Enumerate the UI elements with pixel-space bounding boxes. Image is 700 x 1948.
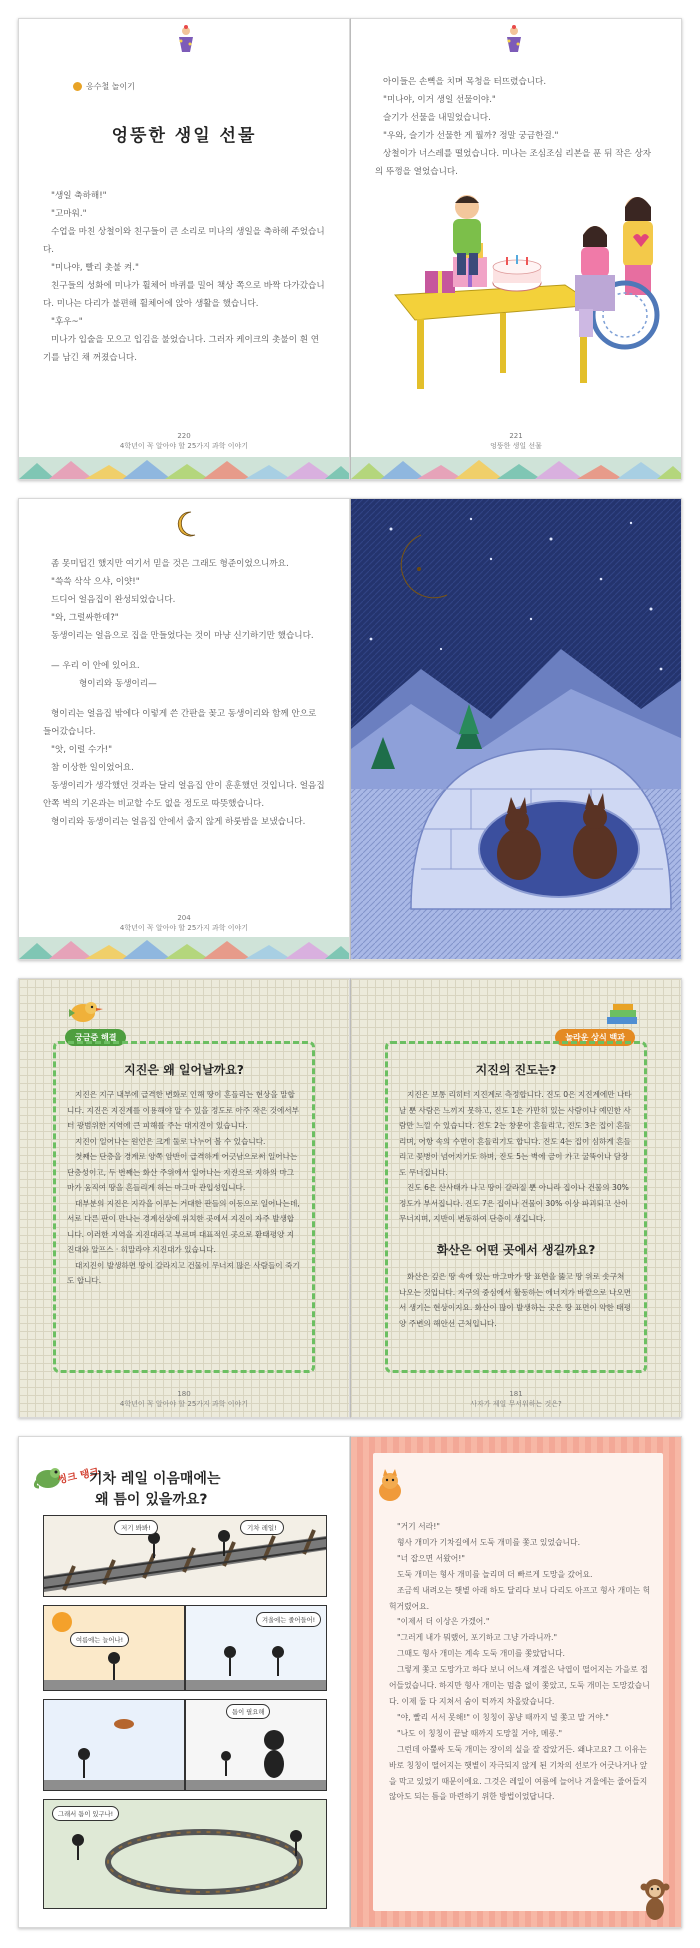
paragraph: "거기 서라!" [397, 1522, 440, 1531]
speech-bubble: 겨울에는 줄어들어! [256, 1612, 321, 1627]
paragraph: "너 잡으면 서왔어!" [397, 1553, 465, 1563]
paragraph: 진도 6은 산사태가 나고 땅이 갈라질 뿐 아니라 집이나 건물의 30% 정도가 부서집니다. 진도 7은 집이나 건물이 30% 이상 파괴되고 산이 무너지며, 지반이 변동하여 단층이 생깁니다. [399, 1183, 629, 1223]
paragraph: 조금씩 내려오는 햇볕 아래 하도 달리다 보니 다리도 아프고 형사 개미는 헉헉거렸어요. [389, 1585, 651, 1611]
pinwheel-doll-icon [175, 25, 197, 55]
paragraph: "나도 이 칭칭이 끝날 때까지 도망칠 거야, 메롱." [397, 1728, 563, 1738]
story-text [43, 555, 325, 831]
poem-line: 형이리와 동생이리— [79, 679, 157, 689]
paragraph: "이제서 더 이상은 가겠어." [397, 1617, 490, 1627]
comic-panel-3 [185, 1605, 327, 1691]
paragraph: 동생이리는 얼음으로 집을 만들었다는 것이 마냥 신기하기만 했습니다. [51, 631, 314, 641]
page-number: 204 [177, 914, 191, 922]
folio [19, 913, 349, 933]
mountain-border [351, 457, 682, 479]
spread-igloo-story [18, 498, 682, 960]
paragraph: 친구들의 성화에 미나가 휠체어 바퀴를 밀어 책상 쪽으로 바짝 다가갔습니다. 미나는 다리가 불편해 휠체어에 앉아 생활을 했습니다. [43, 281, 325, 309]
paragraph: "생일 축하해!" [51, 191, 107, 201]
comic-panel-6 [43, 1799, 327, 1909]
speech-bubble: 그래서 틈이 있구나! [52, 1806, 119, 1821]
mountain-border [19, 937, 350, 959]
paragraph: 슬기가 선물을 내밀었습니다. [383, 113, 491, 123]
paragraph: "우와, 슬기가 선물한 게 뭘까? 정말 궁금한걸." [383, 131, 559, 141]
speech-bubble: 기차 레일! [240, 1520, 284, 1535]
story-text [375, 73, 657, 181]
folio [351, 431, 681, 451]
running-footer: 사자가 제일 무서워하는 것은? [470, 1400, 562, 1408]
running-footer: 4학년이 꼭 알아야 할 25가지 과학 이야기 [119, 924, 249, 932]
paragraph: "그러게 내가 뭐랬어, 포기하고 그냥 가라니까." [397, 1633, 558, 1643]
comic-title [89, 1469, 220, 1511]
title-line: 기차 레일 이음매에는 [89, 1471, 221, 1487]
running-footer: 4학년이 꼭 알아야 할 25가지 과학 이야기 [119, 442, 249, 450]
section-title: 지진은 왜 일어날까요? [124, 1063, 244, 1077]
folio [19, 1389, 349, 1409]
monkey-mascot-icon [637, 1877, 673, 1921]
speech-bubble: 틈이 필요해 [226, 1704, 270, 1719]
paragraph: 아이들은 손뼉을 치며 목청을 터뜨렸습니다. [383, 77, 547, 87]
running-footer: 엉뚱한 생일 선물 [490, 442, 542, 450]
paragraph: 동생이리가 생각했던 것과는 달리 얼음집 안이 훈훈했던 것입니다. 얼음집 안쪽 벽의 기온과는 비교할 수도 없을 정도로 따뜻했습니다. [43, 781, 325, 809]
paragraph: 대부분의 지진은 지각을 이루는 거대한 판들의 이동으로 일어나는데, 서로 다른 판이 만나는 경계선상에 위치한 곳에서 지진이 자주 발생합니다. 이러한 지역을 지진대라고 부르며 대표적인 곳으로 환태평양 지진대와 알프스 · 히말라야 지진대가 있습니다. [67, 1198, 300, 1254]
page-204 [18, 498, 350, 960]
paragraph: "앗, 이럴 수가!" [51, 745, 113, 755]
paragraph: "고마워." [51, 209, 87, 219]
page-221 [350, 18, 682, 480]
paragraph: 상철이가 너스레를 떨었습니다. 미나는 조심조심 리본을 푼 뒤 작은 상자의 뚜껑을 열었습니다. [375, 149, 652, 177]
spread-earthquake-info [18, 978, 682, 1418]
section-text [399, 1269, 633, 1331]
section-title: 지진의 진도는? [475, 1063, 557, 1077]
section-badge: 궁금증 해결 [65, 1029, 126, 1046]
page-number: 180 [177, 1390, 191, 1398]
paragraph: 지진은 보통 리히터 지진계로 측정합니다. 진도 0은 지진계에만 나타날 뿐 사람은 느끼지 못하고, 진도 1은 가만히 있는 사람이나 예민한 사람만 느낄 수 있습니다. 진도 2는 창문이 흔들리고, 진도 3은 집이 흔들리며, 어항 속의 수면이 흔들리기도 합니다. 진도 4는 집이 심하게 흔들리고 꽃병이 넘어지기도 하며, 진도 5는 벽에 금이 가고 굴뚝이나 담장도 무너집니다. [399, 1090, 632, 1177]
page-number: 221 [509, 432, 523, 440]
paragraph: 대지진이 발생하면 땅이 갈라지고 건물이 무너져 많은 사람들이 죽기도 합니다. [67, 1260, 300, 1285]
paragraph: 참 이상한 일이었어요. [51, 763, 134, 773]
speech-bubble: 여름에는 늘어나! [70, 1632, 129, 1647]
birthday-party-illustration [375, 185, 671, 395]
paragraph: 그때도 형사 개미는 계속 도둑 개미를 쫓았답니다. [397, 1649, 565, 1659]
page-ant-story [350, 1436, 682, 1928]
page-igloo-illustration [350, 498, 682, 960]
igloo-night-illustration [351, 499, 682, 960]
paragraph: "미나야, 빨리 촛불 켜." [51, 263, 139, 273]
page-181 [350, 978, 682, 1418]
paragraph: "미나야, 이거 생일 선물이야." [383, 95, 496, 105]
paragraph: 도둑 개미는 형사 개미를 놀리며 더 빠르게 도망을 갔어요. [397, 1569, 593, 1579]
paragraph: "와, 그럴싸한데?" [51, 613, 119, 623]
paragraph: 화산은 깊은 땅 속에 있는 마그마가 땅 표면을 뚫고 땅 위로 솟구쳐 나오는 것입니다. 지구의 중심에서 활동하는 에너지가 바깥으로 나오면서 생기는 현상이지요. 화산이 많이 발생하는 곳은 땅 표면이 약한 태평양 주변의 해안선 근처입니다. [399, 1272, 632, 1328]
sun-ant-drawing [44, 1606, 184, 1690]
mountain-border [19, 457, 350, 479]
page-comic [18, 1436, 350, 1928]
comic-panel-2 [43, 1605, 185, 1691]
paragraph: 드디어 얼음집이 완성되었습니다. [51, 595, 176, 605]
pinwheel-doll-icon [503, 25, 525, 55]
spread-birthday-story [18, 18, 682, 480]
title-line: 왜 틈이 있을까요? [95, 1492, 208, 1508]
paragraph: 수업을 마친 상철이와 친구들이 큰 소리로 미나의 생일을 축하해 주었습니다. [43, 227, 325, 255]
paragraph: 형이리와 동생이리는 얼음집 안에서 춥지 않게 하룻밤을 보냈습니다. [51, 817, 306, 827]
paragraph: 미나가 입술을 모으고 입김을 불었습니다. 그러자 케이크의 촛불이 흰 연기를 남긴 채 꺼졌습니다. [43, 335, 320, 363]
leaf-ant-drawing [44, 1700, 184, 1790]
folio [19, 431, 349, 451]
bird-mascot-icon [63, 997, 103, 1027]
paragraph: 형이리는 얼음집 밖에다 이렇게 쓴 간판을 꽂고 동생이리와 함께 안으로 들어갔습니다. [43, 709, 317, 737]
paragraph: 첫째는 단층을 경계로 양쪽 암반이 급격하게 어긋남으로써 일어나는 단층성이고, 두 번째는 화산 주위에서 일어나는 지진으로 지하의 마그마가 움직여 땅을 흔들리게 하는 마그마 관입성입니다. [67, 1152, 298, 1192]
section-badge: 놀라운 상식 백과 [555, 1029, 635, 1046]
book-stack-icon [605, 1003, 641, 1027]
section-tag: 씽크 탱크 [56, 1466, 101, 1487]
folio [351, 1389, 681, 1409]
comic-panel-4 [43, 1699, 185, 1791]
paragraph: 그렇게 쫓고 도망가고 하다 보니 어느새 계절은 낙엽이 떨어지는 가을로 접어들었습니다. 하지만 형사 개미는 멈춤 없이 쫓았고, 도둑 개미는 도망갔습니다. 이제 둘 다 지쳐서 숨이 턱까지 차올랐습니다. [389, 1665, 650, 1706]
poem-line: — 우리 이 안에 있어요. [51, 661, 140, 671]
spread-rail-comic [18, 1436, 682, 1928]
crescent-moon-icon [171, 509, 201, 539]
paragraph: 좀 못미덥긴 했지만 여기서 믿을 것은 그래도 형준이었으니까요. [51, 559, 289, 569]
section-subtitle: 화산은 어떤 곳에서 생길까요? [436, 1243, 596, 1257]
story-title: 엉뚱한 생일 선물 [111, 126, 257, 146]
fox-mascot-icon [373, 1469, 407, 1503]
section-text [399, 1087, 633, 1227]
paragraph: "야, 빨리 서서 못해!" 이 칭칭이 꽁냥 때까지 널 쫓고 말 거야." [397, 1712, 609, 1722]
comic-panel-1 [43, 1515, 327, 1597]
page-number: 220 [177, 432, 191, 440]
paragraph: "쓱쓱 삭삭 으샤, 이얏!" [51, 577, 140, 587]
series-dot-icon [73, 82, 82, 91]
story-text [43, 187, 325, 367]
section-text [67, 1087, 301, 1289]
paragraph: 지진이 일어나는 원인은 크게 둘로 나누어 볼 수 있습니다. [75, 1136, 266, 1146]
running-footer: 4학년이 꼭 알아야 할 25가지 과학 이야기 [119, 1400, 249, 1408]
paragraph: "후우~" [51, 317, 83, 327]
speech-bubble: 저기 봐봐! [114, 1520, 158, 1535]
page-180 [18, 978, 350, 1418]
paragraph: 지진은 지구 내부에 급격한 변화로 인해 땅이 흔들리는 현상을 말합니다. 지진은 지진계를 이용해야 알 수 있을 정도로 아주 작은 것에서부터 광범위한 지역에 큰 피해를 주는 대지진이 있습니다. [67, 1090, 299, 1130]
paragraph: 형사 개미가 기차길에서 도둑 개미를 쫓고 있었습니다. [397, 1537, 581, 1547]
series-tag [73, 81, 135, 92]
story-text [389, 1519, 651, 1805]
paragraph: 그런데 아뿔싸 도둑 개미는 장이의 실을 잘 잡았거든. 왜냐고요? 그 이유는 바로 칭칭이 떨어지는 햇볕이 자극되지 않게 된 기차의 선로가 어긋나거나 앞을 막고 있었기 때문이에요. 그것은 레일이 여름에 늘어나 겨울에는 줄어들지 않아도 되는 틈을 마련하기 위한 방법이었답니다. [389, 1744, 648, 1802]
page-number: 181 [509, 1390, 523, 1398]
series-label: 응수철 놀이기 [86, 82, 135, 91]
comic-panel-5 [185, 1699, 327, 1791]
page-220 [18, 18, 350, 480]
